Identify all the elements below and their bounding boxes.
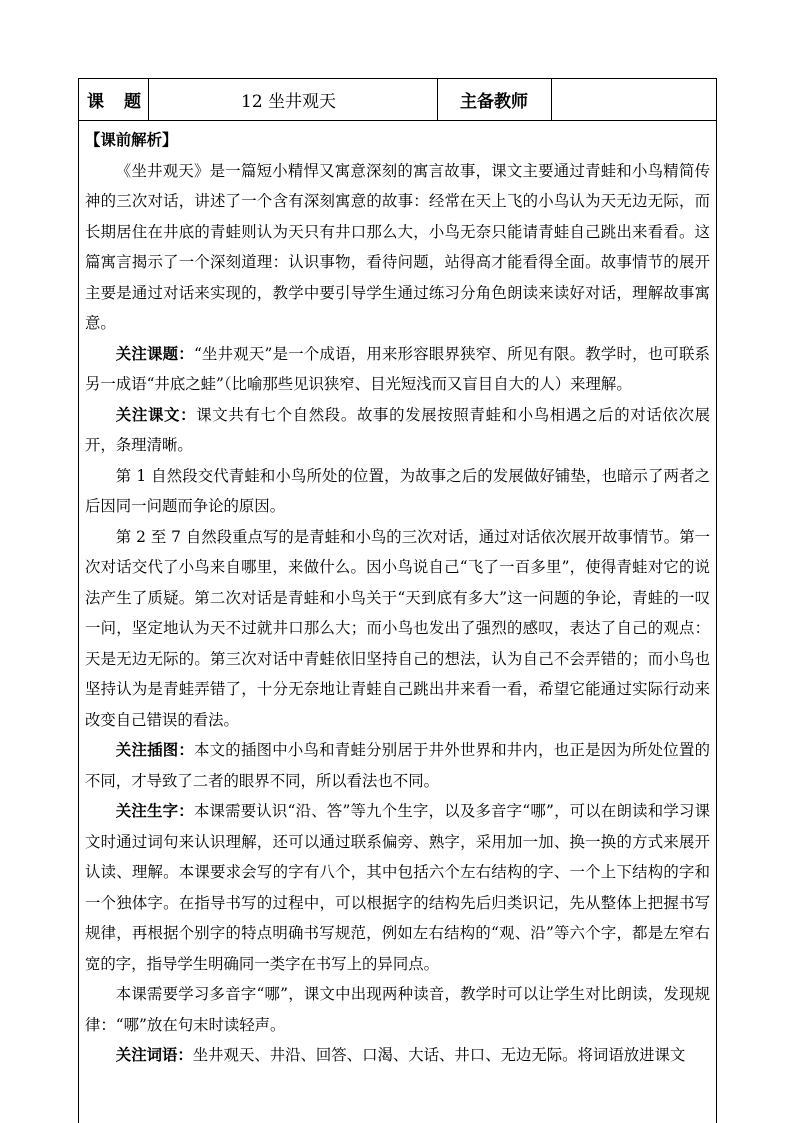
topic-value: 12 坐井观天 — [241, 92, 337, 112]
paragraph-section-2-7: 第 2 至 7 自然段重点写的是青蛙和小鸟的三次对话，通过对话依次展开故事情节。第一次对话交代了小鸟来自哪里，来做什么。因小鸟说自己“飞了一百多里”，使得青蛙对它的说法产生了质疑。第二次对话是青蛙和小鸟关于“天到底有多大”这一问题的争论，青蛙的一叹一问，坚定地认为天不过就井口那么大；而小鸟也发出了强烈的感叹，表达了自己的观点：天是无边无际的。第三次对话中青蛙依旧坚持自己的想法，认为自己不会弄错的；而小鸟也坚持认为是青蛙弄错了，十分无奈地让青蛙自己跳出井来看一看，希望它能通过实际行动来改变自己错误的看法。 — [85, 527, 710, 729]
paragraph-section-1: 第 1 自然段交代青蛙和小鸟所处的位置，为故事之后的发展做好铺垫，也暗示了两者之后因同一问题而争论的原因。 — [85, 466, 710, 515]
topic-label-1: 课 — [87, 92, 104, 112]
keyword-text: 关注课文： — [115, 405, 197, 424]
keyword-topic: 关注课题： — [115, 344, 194, 363]
pre-class-analysis — [79, 121, 716, 1071]
paragraph-vocabulary — [85, 1040, 710, 1071]
paragraph-polyphone: 本课需要学习多音字“哪”，课文中出现两种读音，教学时可以让学生对比朗读，发现规律：“哪”放在句末时读轻声。 — [85, 985, 710, 1034]
paragraph-topic — [85, 339, 710, 400]
teacher-label: 主备教师 — [460, 92, 528, 112]
teacher-label-cell — [438, 79, 552, 120]
keyword-illustration: 关注插图： — [115, 741, 195, 759]
topic-value-cell — [149, 79, 438, 120]
lesson-plan-table — [78, 78, 717, 1123]
paragraph-text-body: 课文共有七个自然段。故事的发展按照青蛙和小鸟相遇之后的对话依次展开，条理清晰。 — [85, 405, 710, 454]
keyword-vocabulary: 关注词语： — [115, 1046, 193, 1064]
paragraph-illustration-text: 本文的插图中小鸟和青蛙分别居于井外世界和井内，也正是因为所处位置的不同，才导致了二者的眼界不同，所以看法也不同。 — [85, 741, 710, 790]
paragraph-topic-text: “坐井观天”是一个成语，用来形容眼界狭窄、所见有限。教学时，也可联系另一成语“井底之蛙”（比喻那些见识狭窄、目光短浅而又盲目自大的人）来理解。 — [85, 344, 710, 393]
topic-label-cell — [79, 79, 149, 120]
keyword-characters: 关注生字： — [115, 802, 194, 820]
paragraph-intro: 《坐井观天》是一篇短小精悍又寓意深刻的寓言故事，课文主要通过青蛙和小鸟精简传神的三次对话，讲述了一个含有深刻寓意的故事：经常在天上飞的小鸟认为天无边无际，而长期居住在井底的青蛙则认为天只有井口那么大，小鸟无奈只能请青蛙自己跳出来看看。这篇寓言揭示了一个深刻道理：认识事物，看待问题，站得高才能看得全面。故事情节的展开主要是通过对话来实现的，教学中要引导学生通过练习分角色朗读来读好对话，理解故事寓意。 — [85, 161, 710, 332]
paragraph-characters — [85, 796, 710, 979]
teacher-value-cell — [552, 79, 716, 120]
topic-label-2: 题 — [124, 92, 141, 112]
paragraph-text — [85, 400, 710, 461]
paragraph-characters-text: 本课需要认识“沿、答”等九个生字，以及多音字“哪”，可以在朗读和学习课文时通过词句来认识理解，还可以通过联系偏旁、熟字，采用加一加、换一换的方式来展开认读、理解。本课要求会写的字有八个，其中包括六个左右结构的字、一个上下结构的字和一个独体字。在指导书写的过程中，可以根据字的结构先后归类识记，先从整体上把握书写规律，再根据个别字的特点明确书写规范，例如左右结构的“观、沿”等六个字，都是左窄右宽的字，指导学生明确同一类字在书写上的异同点。 — [85, 802, 710, 973]
section-title: 【课前解析】 — [85, 131, 178, 149]
header-row — [79, 79, 716, 121]
paragraph-illustration — [85, 735, 710, 796]
paragraph-vocabulary-text: 坐井观天、井沿、回答、口渴、大话、井口、无边无际。将词语放进课文 — [192, 1046, 686, 1064]
